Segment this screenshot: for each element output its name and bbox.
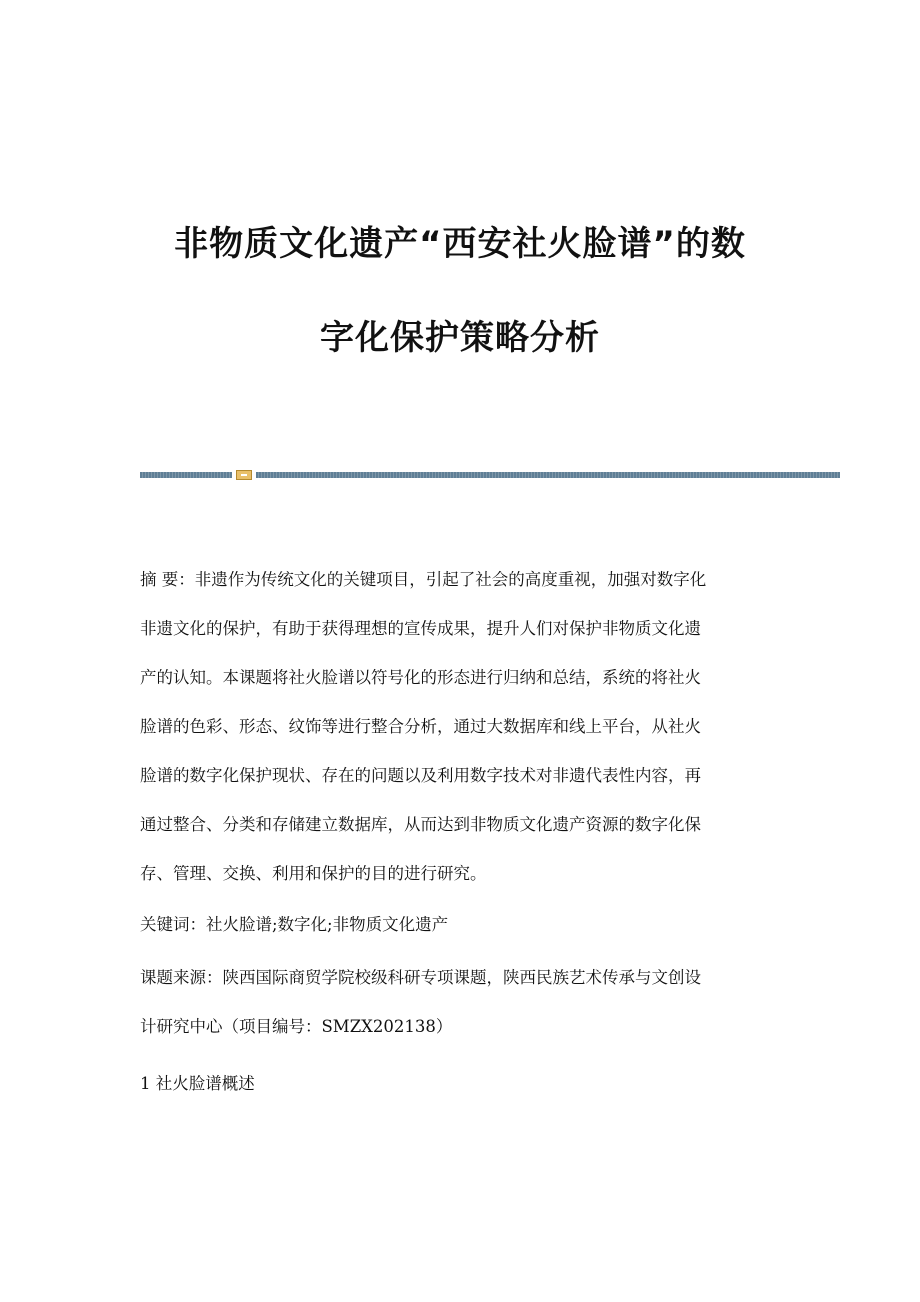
- section-heading-text: 1 社火脸谱概述: [140, 1074, 255, 1093]
- keywords-text: 关键词：社火脸谱;数字化;非物质文化遗产: [140, 915, 449, 934]
- keywords-line: [140, 915, 780, 964]
- document-title-line-2: 字化保护策略分析: [320, 318, 600, 358]
- funding-source-paragraph: [140, 968, 780, 1066]
- section-heading: [140, 1074, 780, 1123]
- abstract-line: 非遗文化的保护，有助于获得理想的宣传成果，提升人们对保护非物质文化遗: [140, 619, 701, 638]
- abstract-line: 通过整合、分类和存储建立数据库，从而达到非物质文化遗产资源的数字化保: [140, 815, 701, 834]
- funding-source-line: 计研究中心（项目编号：SMZX202138）: [140, 1017, 453, 1036]
- title-divider: [140, 470, 840, 480]
- abstract-line: 存、管理、交换、利用和保护的目的进行研究。: [140, 864, 487, 883]
- abstract-line: 产的认知。本课题将社火脸谱以符号化的形态进行归纳和总结，系统的将社火: [140, 668, 701, 687]
- divider-bar-left: [140, 472, 232, 478]
- abstract-line: 摘 要：非遗作为传统文化的关键项目，引起了社会的高度重视，加强对数字化: [140, 570, 707, 589]
- divider-bar-right: [256, 472, 840, 478]
- document-title-line-1: 非物质文化遗产“西安社火脸谱”的数: [174, 224, 746, 264]
- abstract-line: 脸谱的数字化保护现状、存在的问题以及利用数字技术对非遗代表性内容，再: [140, 766, 701, 785]
- funding-source-line: 课题来源：陕西国际商贸学院校级科研专项课题，陕西民族艺术传承与文创设: [140, 968, 701, 987]
- abstract-line: 脸谱的色彩、形态、纹饰等进行整合分析，通过大数据库和线上平台，从社火: [140, 717, 701, 736]
- divider-ornament-icon: [236, 470, 252, 480]
- abstract-paragraph: [140, 570, 780, 913]
